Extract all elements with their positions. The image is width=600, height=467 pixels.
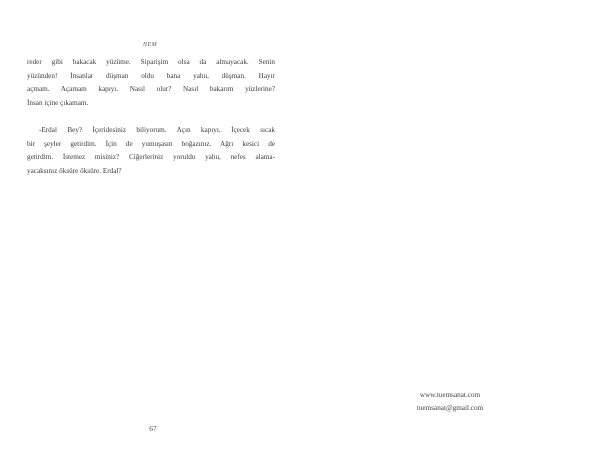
contact-info bbox=[400, 389, 500, 415]
text-line: bir şeyler getirdim. İçin de yumuşasın boğazınız. Ağrı kesici de bbox=[27, 139, 275, 148]
body-text bbox=[27, 56, 275, 178]
email-link[interactable]: tuemsanat@gmail.com bbox=[416, 404, 484, 412]
text-line: yüzünden! İnsanlar düşman oldu bana yahu, düşman. Hayır bbox=[27, 71, 275, 80]
page-number: 67 bbox=[149, 424, 157, 433]
text-line: yacaksınız öksüre öksüre. Erdal? bbox=[27, 166, 122, 175]
left-page bbox=[27, 0, 277, 467]
paragraph-1 bbox=[27, 56, 275, 110]
running-header: NEM bbox=[143, 42, 158, 48]
text-line: İnsan içine çıkamam. bbox=[27, 98, 89, 107]
text-line: getirdim. İstemez misiniz? Ciğerleriniz yoruldu yahu, nefes alama- bbox=[27, 153, 275, 162]
text-line: reder gibi bakacak yüzüme. Siparişim olsa da almayacak. Senin bbox=[27, 58, 275, 66]
paragraph-2 bbox=[27, 124, 275, 178]
text-line: -Erdal Bey? İçeridesiniz biliyorum. Açın kapıyı. İçecek sıcak bbox=[39, 125, 275, 134]
website-link[interactable]: www.tuemsanat.com bbox=[419, 391, 481, 399]
text-line: açmam. Açamam kapıyı. Nasıl olur? Nasıl bakarım yüzlerine? bbox=[27, 85, 275, 94]
right-page bbox=[300, 0, 600, 467]
